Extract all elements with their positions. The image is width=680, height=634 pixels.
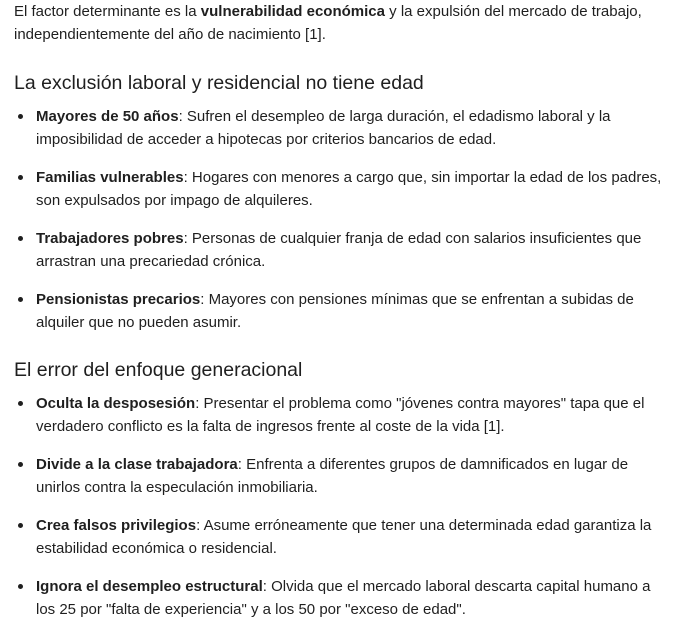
bullet-icon — [18, 175, 23, 180]
list-item — [14, 227, 666, 273]
intro-text-before: El factor determinante es la — [14, 3, 201, 20]
intro-paragraph — [14, 0, 666, 46]
intro-emphasis: vulnerabilidad económica — [200, 3, 385, 20]
section-heading-exclusion: La exclusión laboral y residencial no tiene edad — [14, 72, 424, 94]
exclusion-list — [14, 105, 666, 334]
item-term: Pensionistas precarios — [36, 291, 201, 308]
generational-list — [14, 392, 666, 621]
section-heading-generational: El error del enfoque generacional — [14, 359, 303, 381]
list-item — [14, 166, 666, 212]
list-item — [14, 514, 666, 560]
item-term: Oculta la desposesión — [36, 395, 196, 412]
bullet-icon — [18, 462, 23, 467]
item-term: Ignora el desempleo estructural — [36, 578, 263, 595]
bullet-icon — [18, 297, 23, 302]
item-term: Crea falsos privilegios — [36, 517, 197, 534]
item-text: : Asume erróneamente que tener una determinada edad garantiza la estabilidad económica o residencial. — [36, 517, 652, 557]
item-text: : Personas de cualquier franja de edad con salarios insuficientes que arrastran una precariedad crónica. — [36, 230, 642, 270]
item-text: : Hogares con menores a cargo que, sin importar la edad de los padres, son expulsados por impago de alquileres. — [36, 169, 662, 209]
list-item — [14, 392, 666, 438]
item-term: Trabajadores pobres — [36, 230, 184, 247]
bullet-icon — [18, 236, 23, 241]
intro-text-after: y la expulsión del mercado de trabajo, independientemente del año de nacimiento [1]. — [14, 3, 642, 43]
item-text: : Presentar el problema como "jóvenes contra mayores" tapa que el verdadero conflicto es la falta de ingresos frente al coste de la vida [1]. — [36, 395, 645, 435]
bullet-icon — [18, 523, 23, 528]
bullet-icon — [18, 114, 23, 119]
list-item — [14, 575, 666, 621]
document-body — [14, 0, 666, 621]
item-term: Divide a la clase trabajadora — [36, 456, 238, 473]
item-term: Familias vulnerables — [36, 169, 184, 186]
item-term: Mayores de 50 años — [36, 108, 179, 125]
list-item — [14, 453, 666, 499]
item-text: : Mayores con pensiones mínimas que se enfrentan a subidas de alquiler que no pueden asumir. — [36, 291, 634, 331]
bullet-icon — [18, 584, 23, 589]
item-text: : Sufren el desempleo de larga duración, el edadismo laboral y la imposibilidad de acceder a hipotecas por criterios bancarios de edad. — [36, 108, 611, 148]
item-text: : Enfrenta a diferentes grupos de damnificados en lugar de unirlos contra la especulación inmobiliaria. — [36, 456, 629, 496]
list-item — [14, 105, 666, 151]
bullet-icon — [18, 401, 23, 406]
list-item — [14, 288, 666, 334]
item-text: : Olvida que el mercado laboral descarta capital humano a los 25 por "falta de experiencia" y a los 50 por "exceso de edad". — [36, 578, 651, 618]
